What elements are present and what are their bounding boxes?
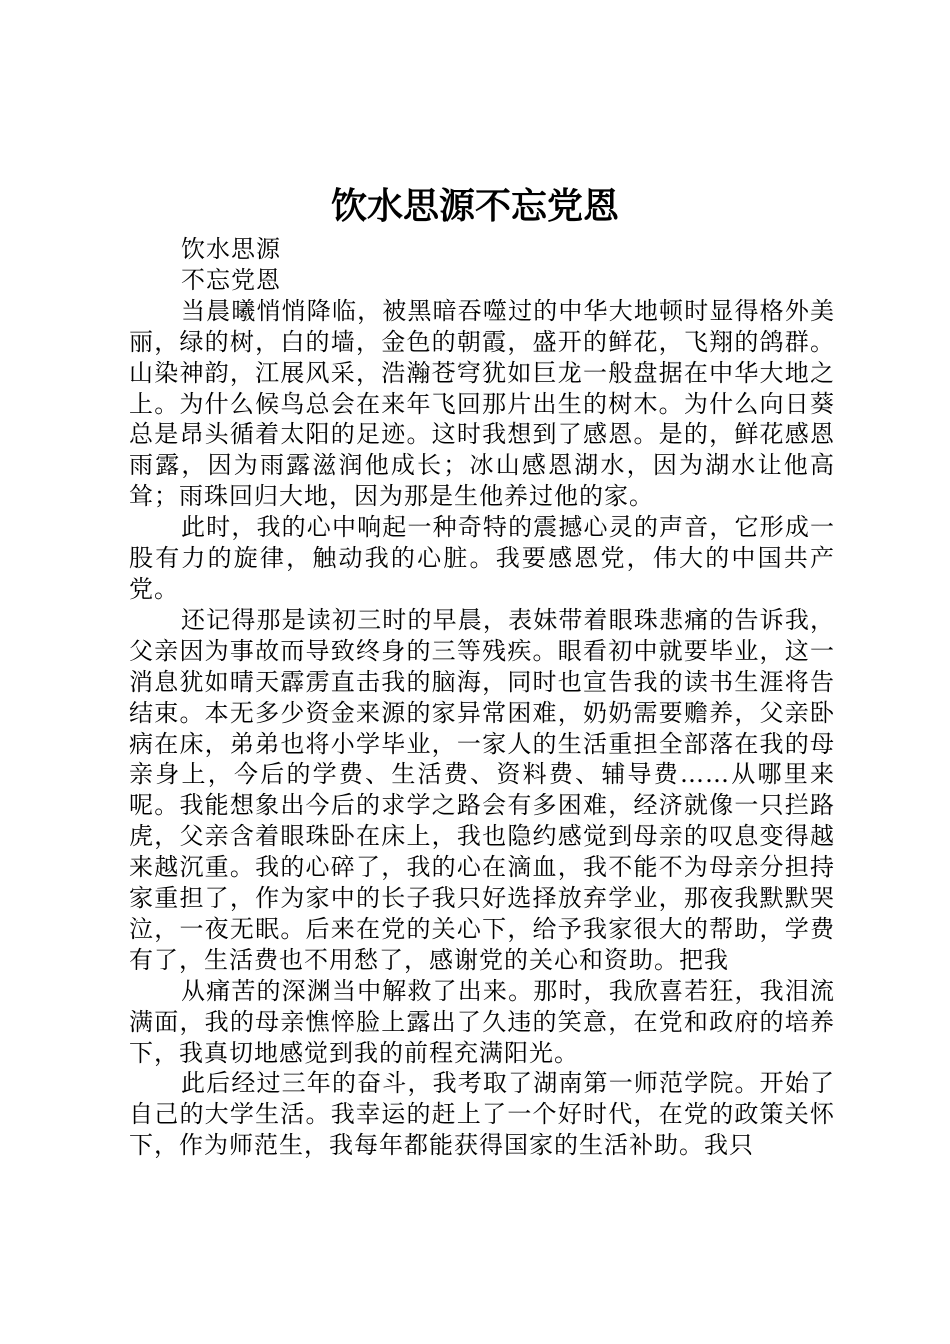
- paragraph: 饮水思源: [181, 235, 281, 263]
- paragraph: 此后经过三年的奋斗，我考取了湖南第一师范学院。开始了自己的大学生活。我幸运的赶上了一个好时代，在党的政策关怀下，作为师范生，我每年都能获得国家的生活补助。我只: [129, 1069, 835, 1160]
- paragraph: 此时，我的心中响起一种奇特的震撼心灵的声音，它形成一股有力的旋律，触动我的心脏。我要感恩党，伟大的中国共产党。: [129, 513, 835, 603]
- paragraph: 不忘党恩: [181, 265, 281, 294]
- document-title: 饮水思源不忘党恩: [330, 186, 619, 227]
- paragraph: 还记得那是读初三时的早晨，表妹带着眼珠悲痛的告诉我，父亲因为事故而导致终身的三等残疾。眼看初中就要毕业，这一消息犹如晴天霹雳直击我的脑海，同时也宣告我的读书生涯将告结束。本无多少资金来源的家异常困难，奶奶需要赡养，父亲卧病在床，弟弟也将小学毕业，一家人的生活重担全部落在我的母亲身上，今后的学费、生活费、资料费、辅导费……从哪里来呢。我能想象出今后的求学之路会有多困难，经济就像一只拦路虎，父亲含着眼珠卧在床上，我也隐约感觉到母亲的叹息变得越来越沉重。我的心碎了，我的心在滴血，我不能不为母亲分担持家重担了，作为家中的长子我只好选择放弃学业，那夜我默默哭泣，一夜无眠。后来在党的关心下，给予我家很大的帮助，学费有了，生活费也不用愁了，感谢党的关心和资助。把我: [129, 605, 835, 974]
- paragraph: 从痛苦的深渊当中解救了出来。那时，我欣喜若狂，我泪流满面，我的母亲憔悴脸上露出了久违的笑意，在党和政府的培养下，我真切地感觉到我的前程充满阳光。: [129, 976, 835, 1067]
- document-body: [129, 234, 835, 1161]
- paragraph: 当晨曦悄悄降临，被黑暗吞噬过的中华大地顿时显得格外美丽，绿的树，白的墙，金色的朝霞，盛开的鲜花，飞翔的鸽群。山染神韵，江展风采，浩瀚苍穹犹如巨龙一般盘据在中华大地之上。为什么候鸟总会在来年飞回那片出生的树木。为什么向日葵总是昂头循着太阳的足迹。这时我想到了感恩。是的，鲜花感恩雨露，因为雨露滋润他成长；冰山感恩湖水，因为湖水让他高耸；雨珠回归大地，因为那是生他养过他的家。: [129, 296, 835, 511]
